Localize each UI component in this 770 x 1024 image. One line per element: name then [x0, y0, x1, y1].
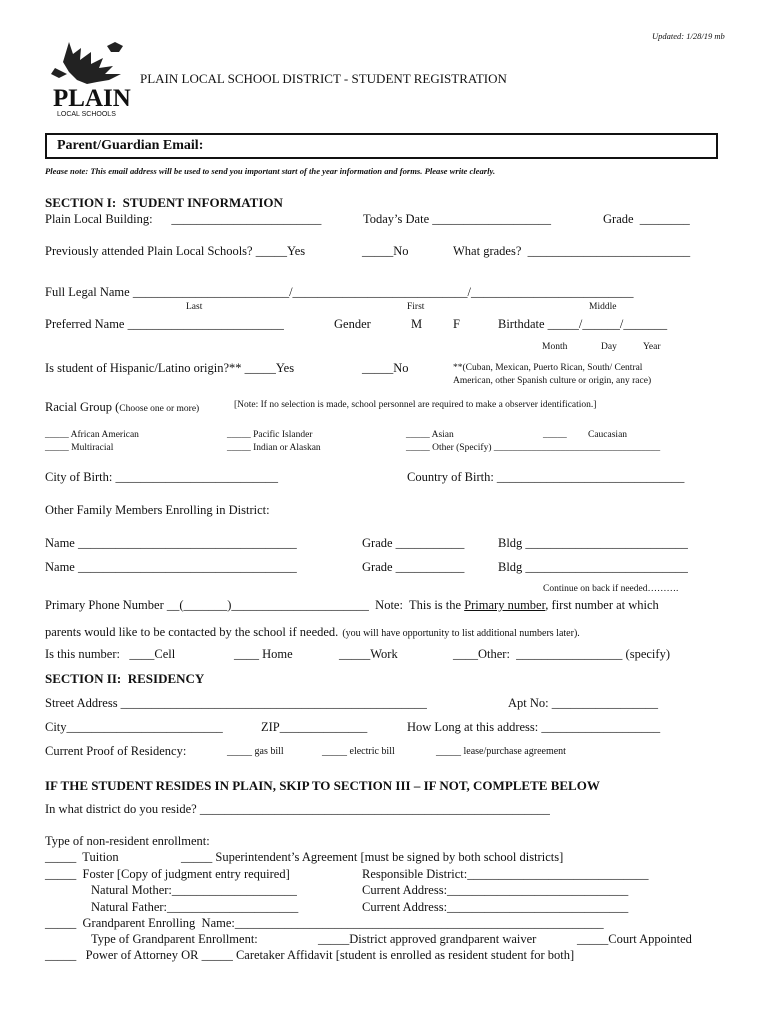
- prev-attended-no[interactable]: _____No: [362, 244, 409, 258]
- section1-title: SECTION I: STUDENT INFORMATION: [45, 195, 283, 210]
- page-title: PLAIN LOCAL SCHOOL DISTRICT - STUDENT REGISTRATION: [140, 71, 507, 86]
- month-label: Month: [542, 342, 568, 352]
- family-name-1[interactable]: Name ___________________________________: [45, 536, 297, 550]
- race-other[interactable]: _____ Other (Specify) ___________________________________: [406, 443, 661, 453]
- primary-phone-field[interactable]: Primary Phone Number __(_______)______________________ Note: This is the Primary number, first number at which: [45, 598, 659, 612]
- father-address-field[interactable]: Current Address:_____________________________: [362, 900, 629, 914]
- race-asian[interactable]: _____ Asian: [406, 430, 454, 440]
- racial-group-label: Racial Group (Choose one or more): [45, 400, 200, 414]
- phone-line-2: parents would like to be contacted by the school if needed. (you will have opportunity to list additional numbers later).: [45, 625, 580, 639]
- gender-m-option[interactable]: M: [411, 317, 423, 331]
- number-type-work[interactable]: _____Work: [339, 647, 398, 661]
- grandparent-type-label: Type of Grandparent Enrollment:: [91, 932, 258, 946]
- phone-later-note: (you will have opportunity to list additional numbers later).: [342, 628, 580, 639]
- first-label: First: [407, 302, 425, 312]
- poa-caretaker-option[interactable]: _____ Power of Attorney OR _____ Caretaker Affidavit [student is enrolled as resident student for both]: [45, 948, 575, 962]
- country-of-birth-field[interactable]: Country of Birth: ______________________________: [407, 470, 685, 484]
- proof-gas-bill[interactable]: _____ gas bill: [227, 746, 284, 757]
- day-label: Day: [601, 342, 617, 352]
- family-name-2[interactable]: Name ___________________________________: [45, 560, 297, 574]
- family-grade-2[interactable]: Grade ___________: [362, 560, 465, 574]
- logo-text: PLAIN: [53, 85, 131, 112]
- gender-f-option[interactable]: F: [453, 317, 460, 331]
- district-field[interactable]: In what district do you reside? ________________________________________________________: [45, 802, 550, 816]
- year-label: Year: [643, 342, 661, 352]
- zip-field[interactable]: ZIP______________: [261, 720, 368, 734]
- building-field[interactable]: Plain Local Building: ________________________: [45, 212, 322, 226]
- hispanic-note-2: American, other Spanish culture or origin, any race): [453, 376, 652, 386]
- middle-label: Middle: [589, 302, 617, 312]
- nonresident-heading: IF THE STUDENT RESIDES IN PLAIN, SKIP TO SECTION III – IF NOT, COMPLETE BELOW: [45, 778, 600, 793]
- grandparent-waiver-option[interactable]: _____District approved grandparent waiver: [318, 932, 537, 946]
- court-appointed-option[interactable]: _____Court Appointed: [577, 932, 692, 946]
- grandparent-enrolling-field[interactable]: _____ Grandparent Enrolling Name:___________________________________________________________: [45, 916, 604, 930]
- tuition-option[interactable]: _____ Tuition: [45, 850, 119, 864]
- what-grades-field[interactable]: What grades? __________________________: [453, 244, 691, 258]
- how-long-field[interactable]: How Long at this address: ___________________: [407, 720, 661, 734]
- other-family-label: Other Family Members Enrolling in District:: [45, 503, 270, 517]
- parent-email-label: Parent/Guardian Email:: [57, 138, 204, 153]
- enrollment-type-label: Type of non-resident enrollment:: [45, 834, 210, 848]
- natural-mother-field[interactable]: Natural Mother:____________________: [91, 883, 297, 897]
- family-grade-1[interactable]: Grade ___________: [362, 536, 465, 550]
- natural-father-field[interactable]: Natural Father:_____________________: [91, 900, 299, 914]
- plain-local-schools-logo: [47, 38, 135, 118]
- race-indian-alaskan[interactable]: _____ Indian or Alaskan: [227, 443, 321, 453]
- race-caucasian-line[interactable]: _____: [543, 430, 567, 440]
- hispanic-yes[interactable]: Is student of Hispanic/Latino origin?** _____Yes: [45, 361, 295, 375]
- proof-of-residency-label: Current Proof of Residency:: [45, 744, 187, 758]
- preferred-name-field[interactable]: Preferred Name _________________________: [45, 317, 284, 331]
- race-pacific-islander[interactable]: _____ Pacific Islander: [227, 430, 313, 440]
- race-caucasian: Caucasian: [588, 430, 628, 440]
- city-of-birth-field[interactable]: City of Birth: __________________________: [45, 470, 278, 484]
- racial-choose-text: Choose one or more): [119, 404, 200, 414]
- prev-attended-yes[interactable]: Previously attended Plain Local Schools? _____Yes: [45, 244, 306, 258]
- hispanic-note-1: **(Cuban, Mexican, Puerto Rican, South/ Central: [453, 363, 643, 373]
- superintendent-agreement-option[interactable]: _____ Superintendent’s Agreement [must be signed by both school districts]: [181, 850, 564, 864]
- primary-number-text: Primary number: [464, 598, 546, 612]
- todays-date-field[interactable]: Today’s Date ___________________: [363, 212, 551, 226]
- foster-option[interactable]: _____ Foster [Copy of judgment entry required]: [45, 867, 290, 881]
- number-type-cell[interactable]: Is this number: ____Cell: [45, 647, 176, 661]
- racial-note: [Note: If no selection is made, school personnel are required to make a observer identification.]: [234, 400, 597, 410]
- section2-title: SECTION II: RESIDENCY: [45, 671, 205, 686]
- race-multiracial[interactable]: _____ Multiracial: [45, 443, 114, 453]
- apt-no-field[interactable]: Apt No: _________________: [508, 696, 658, 710]
- hispanic-no[interactable]: _____No: [362, 361, 409, 375]
- city-field[interactable]: City_________________________: [45, 720, 223, 734]
- number-type-other[interactable]: ____Other: _________________ (specify): [453, 647, 670, 661]
- logo-subtext: LOCAL SCHOOLS: [57, 111, 116, 118]
- street-address-field[interactable]: Street Address _________________________________________________: [45, 696, 427, 710]
- last-label: Last: [186, 302, 203, 312]
- full-legal-name-field[interactable]: Full Legal Name _________________________/____________________________/__________________________: [45, 285, 634, 299]
- grade-field[interactable]: Grade ________: [603, 212, 690, 226]
- continue-note: Continue on back if needed……….: [543, 584, 679, 594]
- email-note: Please note: This email address will be used to send you important start of the year information and forms. Please write clearly.: [45, 166, 496, 176]
- proof-electric-bill[interactable]: _____ electric bill: [322, 746, 395, 757]
- number-type-home[interactable]: ____ Home: [234, 647, 293, 661]
- responsible-district-field[interactable]: Responsible District:_____________________________: [362, 867, 649, 881]
- birthdate-field[interactable]: Birthdate _____/______/_______: [498, 317, 668, 331]
- family-bldg-1[interactable]: Bldg __________________________: [498, 536, 688, 550]
- updated-date: Updated: 1/28/19 mb: [652, 31, 725, 41]
- gender-label: Gender: [334, 317, 371, 331]
- proof-lease-agreement[interactable]: _____ lease/purchase agreement: [436, 746, 566, 757]
- mother-address-field[interactable]: Current Address:_____________________________: [362, 883, 629, 897]
- family-bldg-2[interactable]: Bldg __________________________: [498, 560, 688, 574]
- race-african-american[interactable]: _____ African American: [45, 430, 139, 440]
